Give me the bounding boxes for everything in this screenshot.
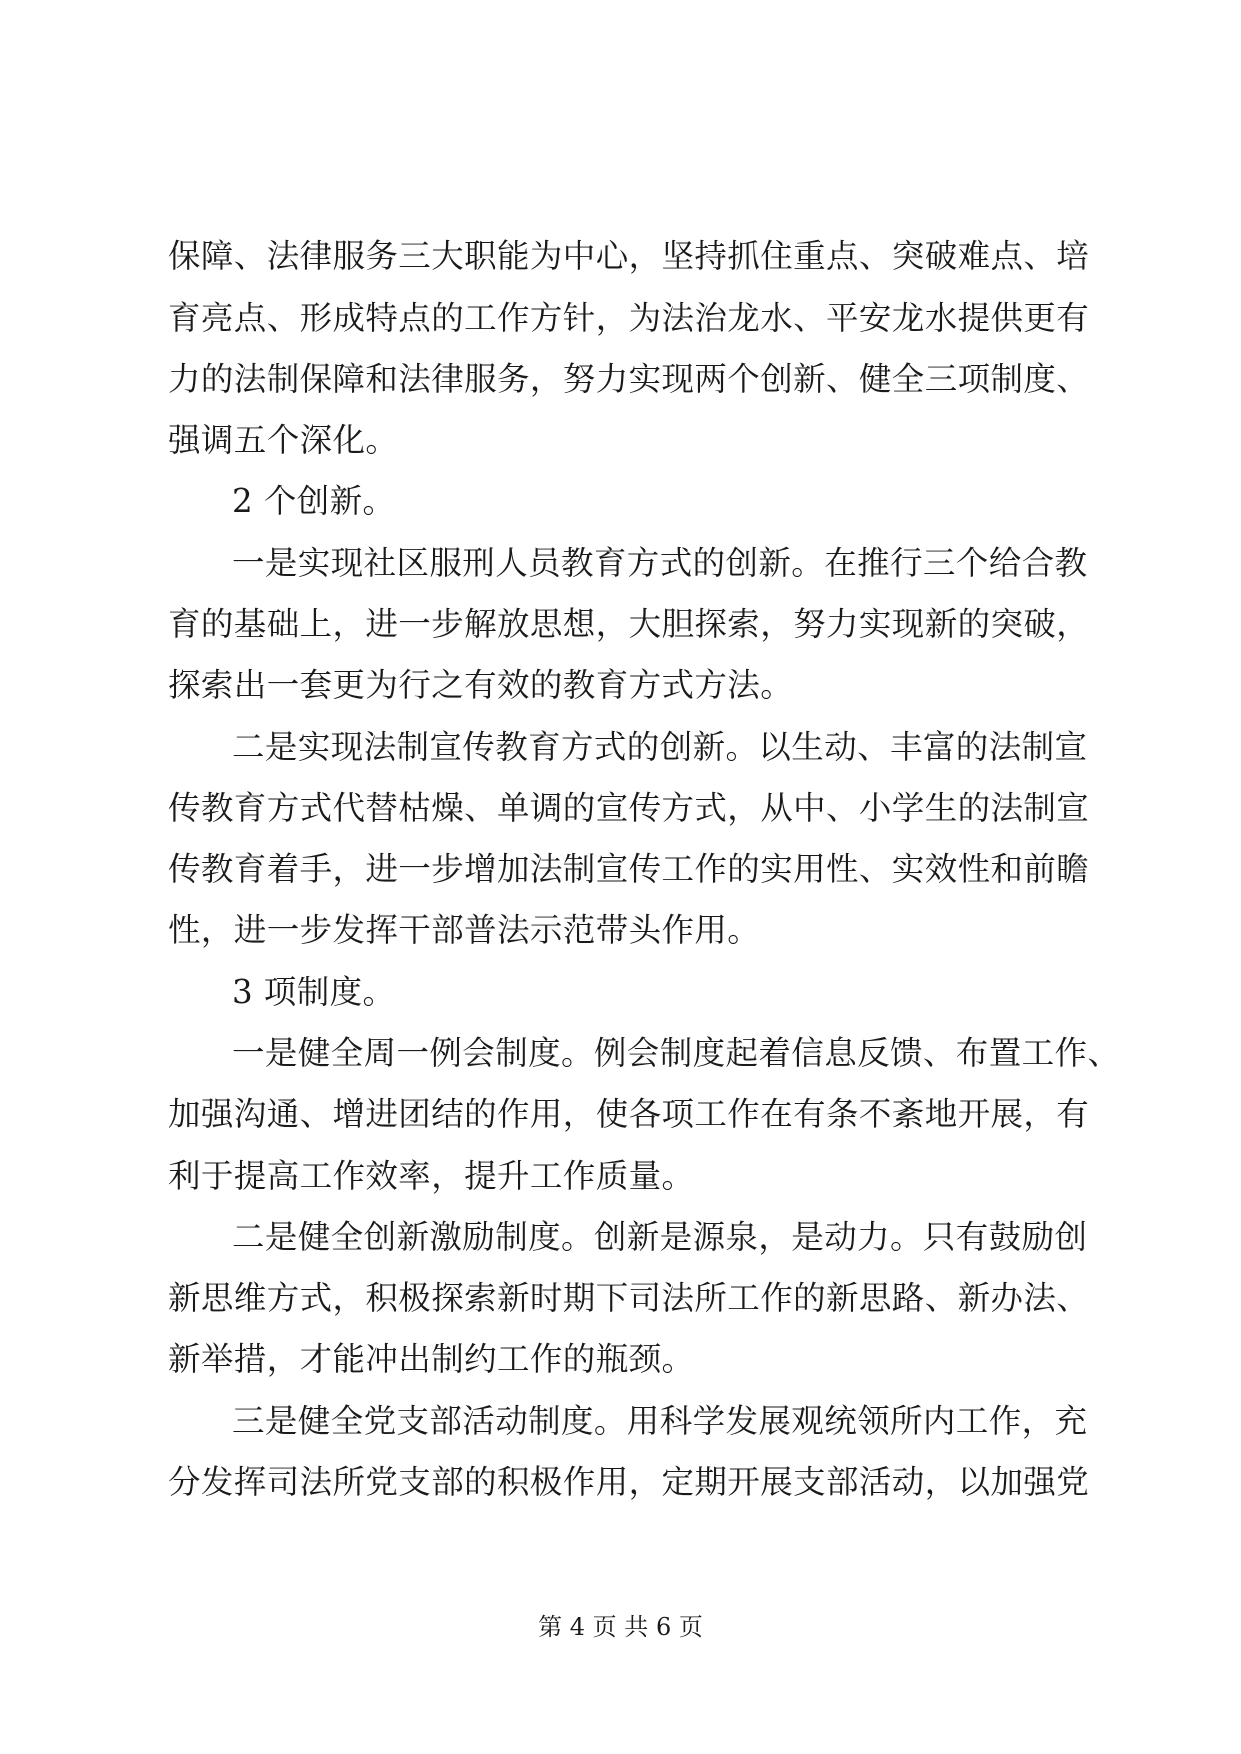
body-text-line: 一是健全周一例会制度。例会制度起着信息反馈、布置工作、 (232, 1034, 1121, 1072)
body-text-line: 新思维方式，积极探索新时期下司法所工作的新思路、新办法、 (168, 1279, 1090, 1317)
body-text-line: 育亮点、形成特点的工作方针，为法治龙水、平安龙水提供更有 (168, 299, 1090, 337)
body-text-line: 加强沟通、增进团结的作用，使各项工作在有条不紊地开展，有 (168, 1095, 1090, 1133)
body-text-line: 性，进一步发挥干部普法示范带头作用。 (168, 911, 761, 949)
section-heading: 3 项制度。 (232, 973, 396, 1011)
body-text-line: 传教育着手，进一步增加法制宣传工作的实用性、实效性和前瞻 (168, 850, 1090, 888)
body-text-line: 力的法制保障和法律服务，努力实现两个创新、健全三项制度、 (168, 360, 1090, 398)
body-text-line: 一是实现社区服刑人员教育方式的创新。在推行三个给合教 (232, 544, 1088, 582)
body-text-line: 分发挥司法所党支部的积极作用，定期开展支部活动，以加强党 (168, 1463, 1090, 1501)
body-text-line: 传教育方式代替枯燥、单调的宣传方式，从中、小学生的法制宣 (168, 789, 1090, 827)
body-text-line: 强调五个深化。 (168, 421, 399, 459)
body-text-line: 二是实现法制宣传教育方式的创新。以生动、丰富的法制宣 (232, 728, 1088, 766)
body-text-line: 二是健全创新激励制度。创新是源泉，是动力。只有鼓励创 (232, 1218, 1088, 1256)
body-text-line: 三是健全党支部活动制度。用科学发展观统领所内工作，充 (232, 1402, 1088, 1440)
section-heading: 2 个创新。 (232, 482, 396, 520)
body-text-line: 探索出一套更为行之有效的教育方式方法。 (168, 666, 794, 704)
page-number-footer: 第 4 页 共 6 页 (538, 1613, 703, 1641)
body-text-line: 保障、法律服务三大职能为中心，坚持抓住重点、突破难点、培 (168, 237, 1090, 275)
body-text-line: 育的基础上，进一步解放思想，大胆探索，努力实现新的突破， (168, 605, 1090, 643)
body-text-line: 新举措，才能冲出制约工作的瓶颈。 (168, 1340, 695, 1378)
body-text-line: 利于提高工作效率，提升工作质量。 (168, 1157, 695, 1195)
